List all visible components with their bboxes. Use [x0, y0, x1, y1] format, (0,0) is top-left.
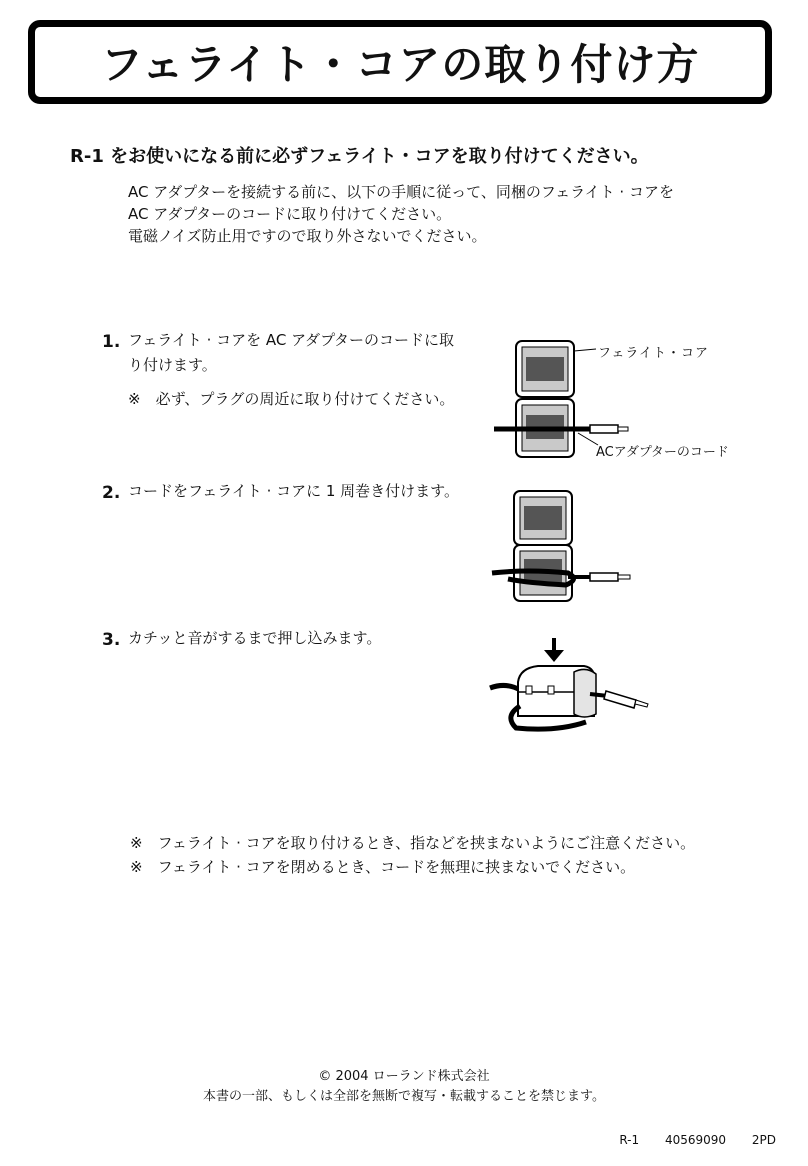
core-leader-line: [574, 349, 596, 351]
core-latch: [548, 686, 554, 694]
ferrite-core-figure-2: [488, 487, 638, 605]
intro-line: AC アダプターを接続する前に、以下の手順に従って、同梱のフェライト · コアを: [128, 183, 674, 201]
plug: [590, 573, 618, 581]
title-box: [28, 20, 772, 104]
step-3-text: [128, 626, 488, 651]
step-1-text: [128, 328, 488, 378]
model-code: R-1: [619, 1133, 640, 1147]
plug-tip: [618, 575, 630, 579]
copyright-text: © 2004 ローランド株式会社: [318, 1069, 490, 1084]
intro-line: AC アダプターのコードに取り付けてください。: [128, 205, 452, 223]
plug-tip: [618, 427, 628, 431]
copy-notice: 本書の一部、もしくは全部を無断で複写・転載することを禁じます。: [203, 1089, 605, 1104]
revision-code: 2PD: [751, 1133, 776, 1147]
plug: [604, 691, 636, 708]
plug: [590, 425, 618, 433]
push-arrow-head: [544, 650, 564, 662]
cord-label: ACアダプターのコード: [596, 445, 729, 460]
step-1-line: り付けます。: [128, 356, 217, 374]
lead-text: R-1 をお使いになる前に必ずフェライト・コアを取り付けてください。: [70, 146, 649, 167]
step-2-line: コードをフェライト · コアに 1 周巻き付けます。: [128, 482, 459, 500]
plug-tip: [635, 700, 648, 707]
page-title: フェライト・コアの取り付け方: [100, 40, 700, 89]
intro-line: 電磁ノイズ防止用ですので取り外さないでください。: [128, 227, 487, 245]
step-3-number: 3.: [102, 630, 121, 650]
step-3-line: カチッと音がするまで押し込みます。: [128, 629, 382, 647]
step-2-number: 2.: [102, 483, 121, 503]
step-2-text: [128, 479, 488, 504]
core-upper-ferrite: [526, 357, 564, 381]
cord-leader-line: [578, 433, 598, 445]
ferrite-core-figure-3: [486, 636, 656, 736]
core-latch: [526, 686, 532, 694]
step-1-number: 1.: [102, 332, 121, 352]
caution-note-1: ※ フェライト · コアを取り付けるとき、指などを挟まないようにご注意ください。: [130, 834, 696, 852]
caution-note-2: ※ フェライト · コアを閉めるとき、コードを無理に挟まないでください。: [130, 858, 636, 876]
core-upper-ferrite: [524, 506, 562, 530]
step-1-note: ※ 必ず、プラグの周近に取り付けてください。: [128, 390, 455, 408]
adapter-cord-in: [490, 685, 520, 690]
part-number: 40569090: [664, 1133, 727, 1147]
step-1-line: フェライト · コアを AC アダプターのコードに取: [128, 331, 455, 349]
intro-paragraph: [128, 181, 674, 247]
document-code: [619, 1133, 776, 1147]
core-label: フェライト・コア: [598, 346, 709, 361]
